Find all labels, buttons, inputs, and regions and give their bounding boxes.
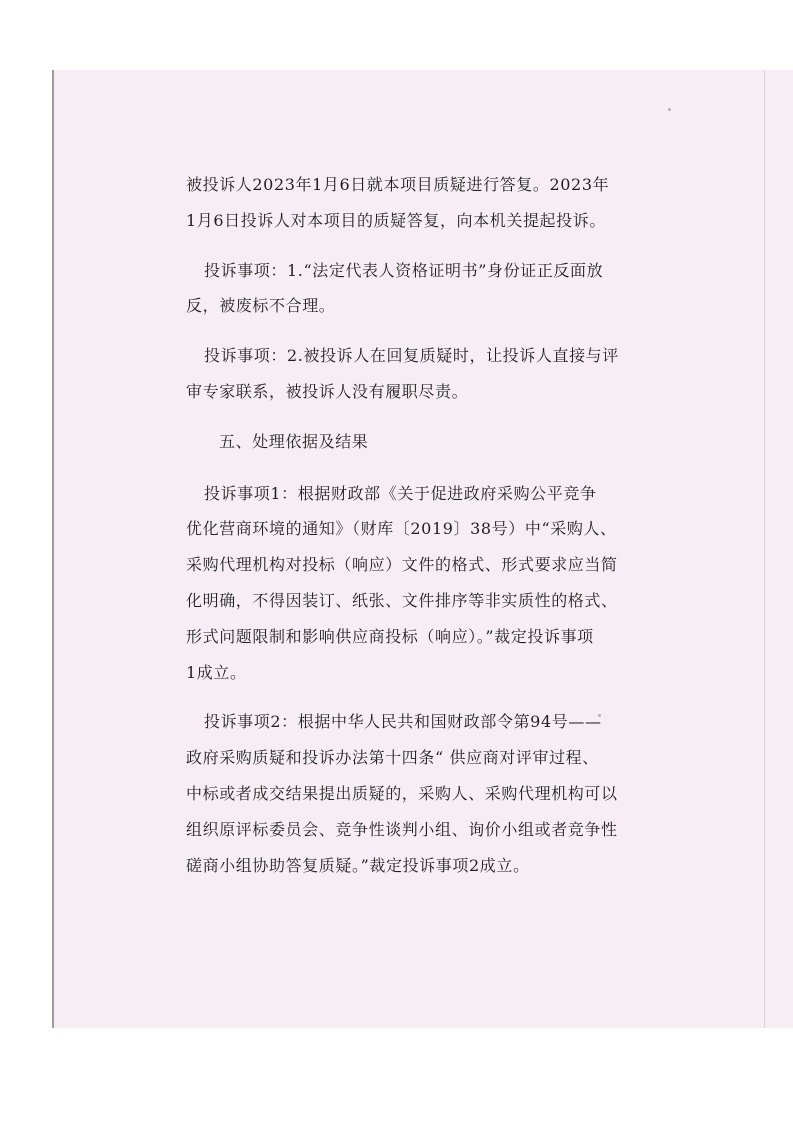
ruling-2-line-3: 中标或者成交结果提出质疑的，采购人、采购代理机构可以	[186, 784, 618, 803]
ruling-1-line-1: 投诉事项1：根据财政部《关于促进政府采购公平竞争	[204, 484, 597, 503]
paragraph-1-line-2: 1月6日投诉人对本项目的质疑答复，向本机关提起投诉。	[186, 211, 606, 230]
ruling-1-line-3: 采购代理机构对投标（响应）文件的格式、形式要求应当简	[186, 555, 618, 574]
ruling-1-line-6: 1成立。	[186, 663, 247, 682]
ruling-2-line-2: 政府采购质疑和投诉办法第十四条“ 供应商对评审过程、	[186, 748, 599, 767]
paragraph-1-line-1: 被投诉人2023年1月6日就本项目质疑进行答复。2023年	[186, 175, 610, 194]
ruling-2-line-4: 组织原评标委员会、竞争性谈判小组、询价小组或者竞争性	[186, 820, 618, 839]
ruling-1-line-5: 形式问题限制和影响供应商投标（响应）。”裁定投诉事项	[186, 627, 594, 646]
complaint-item-1-line-1: 投诉事项：1.“法定代表人资格证明书”身份证正反面放	[204, 261, 604, 280]
complaint-item-1-line-2: 反，被废标不合理。	[186, 296, 336, 315]
ruling-2-line-1: 投诉事项2：根据中华人民共和国财政部令第94号——	[204, 712, 602, 731]
complaint-item-2-line-2: 审专家联系，被投诉人没有履职尽责。	[186, 382, 469, 401]
ruling-1-line-4: 化明确，不得因装订、纸张、文件排序等非实质性的格式、	[186, 591, 618, 610]
ruling-2-line-5: 磋商小组协助答复质疑。”裁定投诉事项2成立。	[186, 856, 530, 875]
ruling-1-line-2: 优化营商环境的通知》（财库〔2019〕38号）中“采购人、	[186, 519, 617, 538]
section-heading: 五、处理依据及结果	[219, 432, 369, 451]
complaint-item-2-line-1: 投诉事项：2.被投诉人在回复质疑时，让投诉人直接与评	[204, 346, 619, 365]
